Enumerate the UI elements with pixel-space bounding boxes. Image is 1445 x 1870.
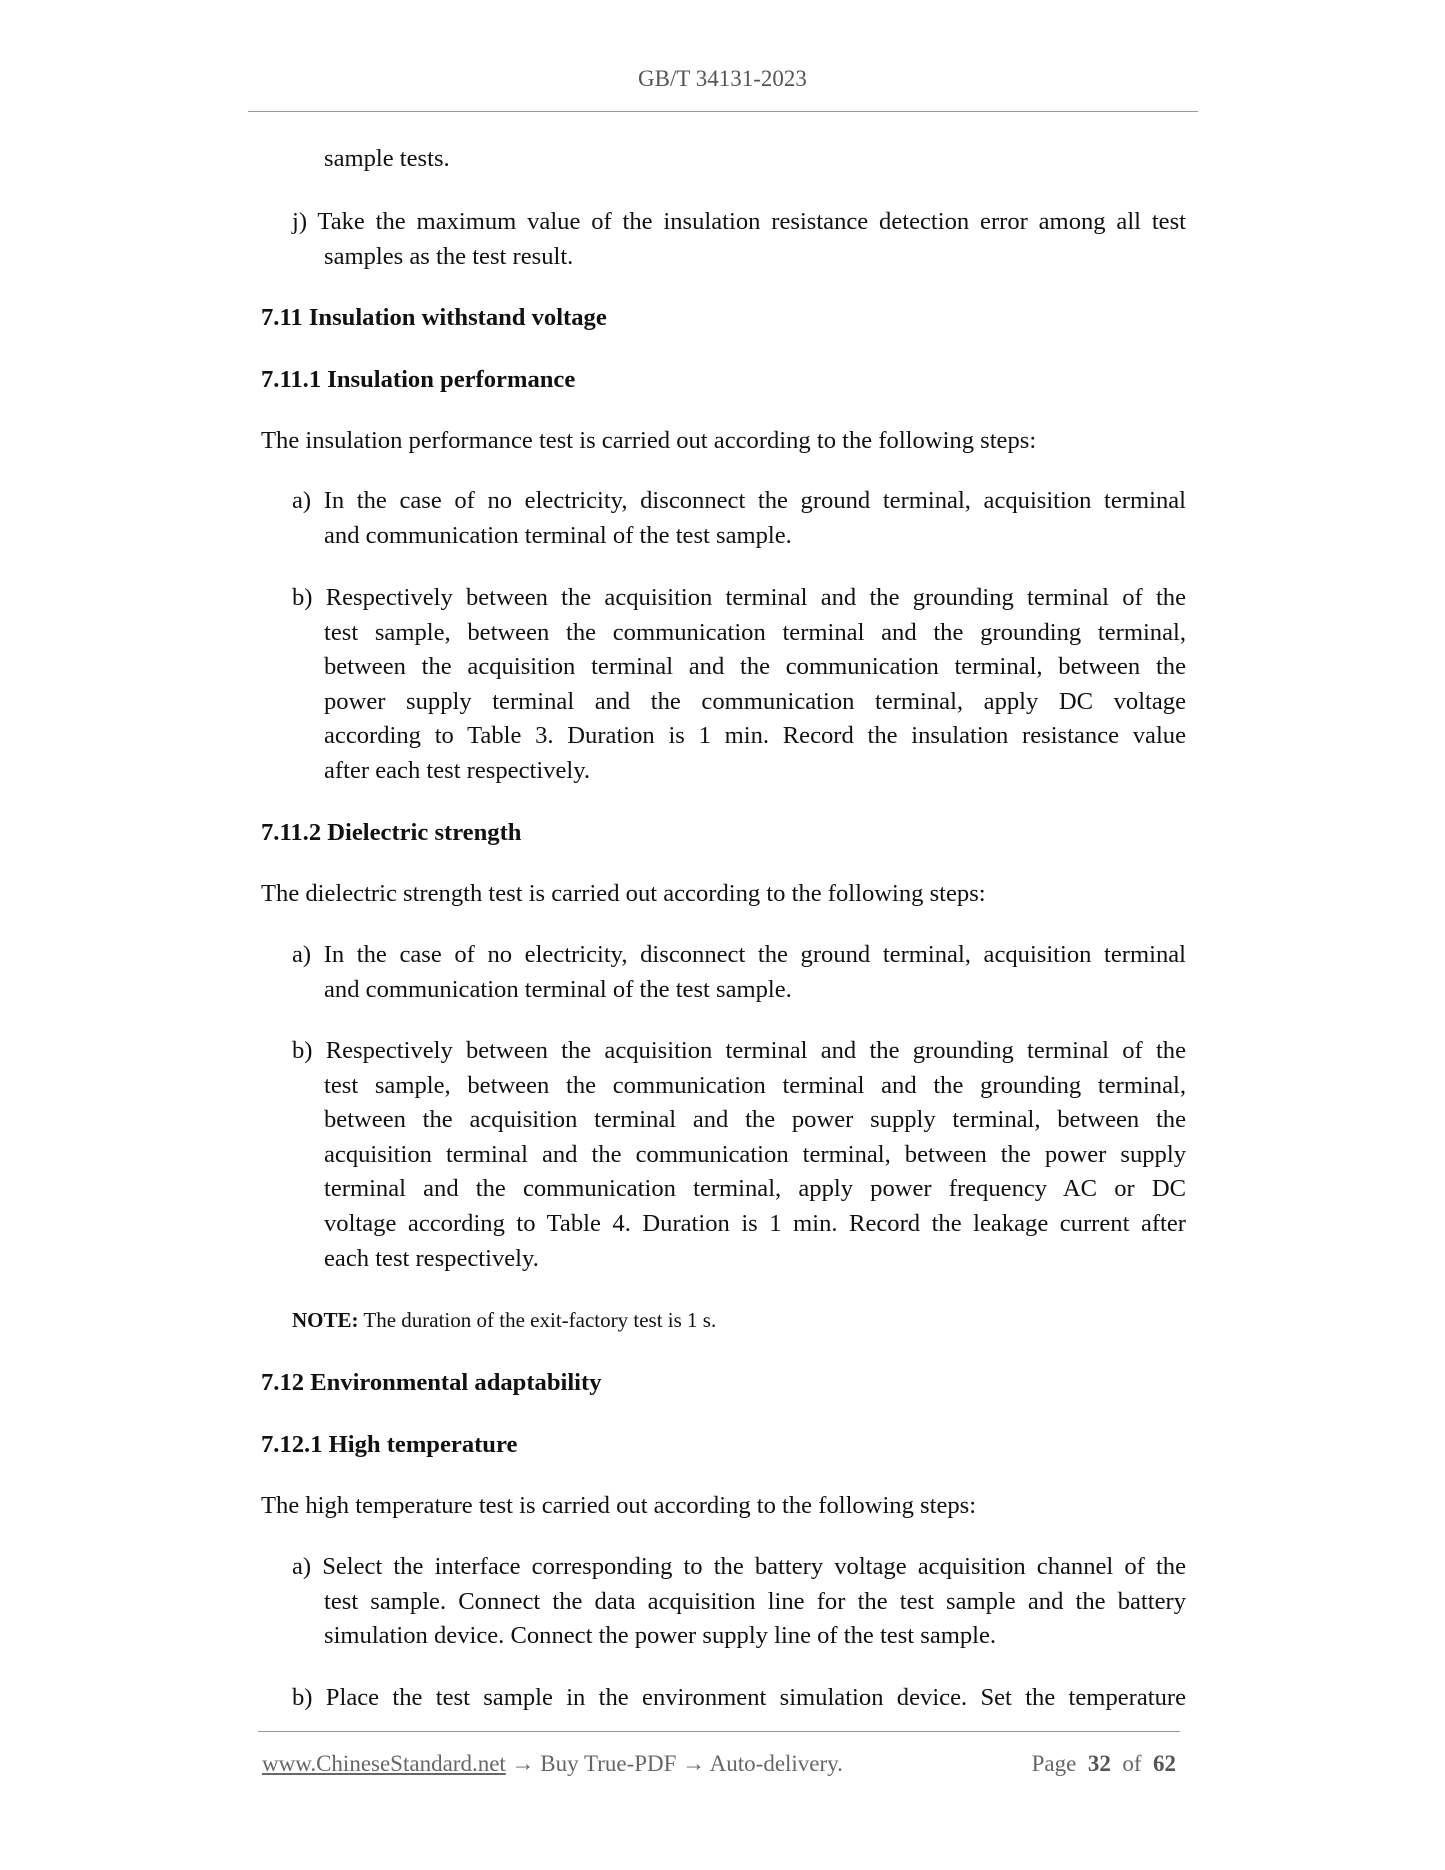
list-item-a bbox=[292, 938, 1186, 1007]
text-line: b) Respectively between the acquisition terminal and the grounding terminal of the bbox=[292, 584, 1186, 611]
text-line: and communication terminal of the test sample. bbox=[324, 975, 792, 1003]
promo-text: → Buy True-PDF → Auto-delivery. bbox=[505, 1751, 843, 1776]
footer-divider bbox=[258, 1731, 1180, 1732]
heading-7-11-1: 7.11.1 Insulation performance bbox=[261, 366, 576, 393]
heading-7-11: 7.11 Insulation withstand voltage bbox=[261, 304, 607, 331]
text-line: each test respectively. bbox=[324, 1244, 539, 1272]
text-line: between the acquisition terminal and the power supply terminal, between the bbox=[324, 1106, 1186, 1134]
total-pages: 62 bbox=[1153, 1751, 1176, 1776]
text-line: voltage according to Table 4. Duration is 1 min. Record the leakage current after bbox=[324, 1209, 1186, 1237]
text-line: a) Select the interface corresponding to the battery voltage acquisition channel of the bbox=[292, 1553, 1186, 1580]
text-line: a) In the case of no electricity, disconnect the ground terminal, acquisition terminal bbox=[292, 487, 1186, 514]
text-line: sample tests. bbox=[324, 145, 450, 172]
text-line: a) In the case of no electricity, disconnect the ground terminal, acquisition terminal bbox=[292, 941, 1186, 968]
text-line: terminal and the communication terminal, apply power frequency AC or DC bbox=[324, 1175, 1186, 1203]
heading-7-12-1: 7.12.1 High temperature bbox=[261, 1431, 518, 1458]
footer-promo bbox=[262, 1751, 843, 1777]
website-link[interactable]: www.ChineseStandard.net bbox=[262, 1751, 506, 1776]
text-line: between the acquisition terminal and the communication terminal, between the bbox=[324, 653, 1186, 681]
text-line: according to Table 3. Duration is 1 min. Record the insulation resistance value bbox=[324, 722, 1186, 750]
text-line: test sample. Connect the data acquisition line for the test sample and the battery bbox=[324, 1587, 1186, 1615]
list-item-a bbox=[292, 1550, 1186, 1654]
text-line: test sample, between the communication terminal and the grounding terminal, bbox=[324, 1071, 1186, 1099]
page-number bbox=[1032, 1751, 1176, 1777]
heading-7-12: 7.12 Environmental adaptability bbox=[261, 1369, 602, 1396]
text-line: and communication terminal of the test sample. bbox=[324, 521, 792, 549]
text-line: b) Respectively between the acquisition terminal and the grounding terminal of the bbox=[292, 1037, 1186, 1064]
text-line: power supply terminal and the communication terminal, apply DC voltage bbox=[324, 687, 1186, 715]
paragraph: The insulation performance test is carried out according to the following steps: bbox=[261, 427, 1037, 454]
page-label: Page bbox=[1031, 1751, 1077, 1776]
list-item-b bbox=[292, 1681, 1186, 1716]
continued-text bbox=[292, 142, 1186, 177]
text-line: b) Place the test sample in the environment simulation device. Set the temperature bbox=[292, 1684, 1186, 1711]
text-line: simulation device. Connect the power supply line of the test sample. bbox=[324, 1622, 997, 1650]
text-line: after each test respectively. bbox=[324, 756, 591, 784]
paragraph: The high temperature test is carried out according to the following steps: bbox=[261, 1492, 977, 1519]
list-item-a bbox=[292, 484, 1186, 553]
note-label: NOTE: bbox=[292, 1308, 359, 1332]
running-header: GB/T 34131-2023 bbox=[638, 66, 807, 91]
text-line: acquisition terminal and the communication terminal, between the power supply bbox=[324, 1140, 1186, 1168]
text-line: test sample, between the communication terminal and the grounding terminal, bbox=[324, 618, 1186, 646]
of-label: of bbox=[1122, 1751, 1142, 1776]
note-text: The duration of the exit-factory test is 1 s. bbox=[358, 1308, 717, 1332]
list-item-j bbox=[292, 205, 1186, 274]
text-line: samples as the test result. bbox=[324, 242, 574, 270]
note bbox=[292, 1308, 716, 1333]
list-item-b bbox=[292, 1034, 1186, 1276]
header-divider bbox=[248, 111, 1198, 112]
list-item-b bbox=[292, 581, 1186, 789]
current-page: 32 bbox=[1087, 1751, 1111, 1776]
paragraph: The dielectric strength test is carried out according to the following steps: bbox=[261, 880, 986, 907]
text-line: j) Take the maximum value of the insulation resistance detection error among all test bbox=[292, 208, 1186, 235]
heading-7-11-2: 7.11.2 Dielectric strength bbox=[261, 819, 522, 846]
